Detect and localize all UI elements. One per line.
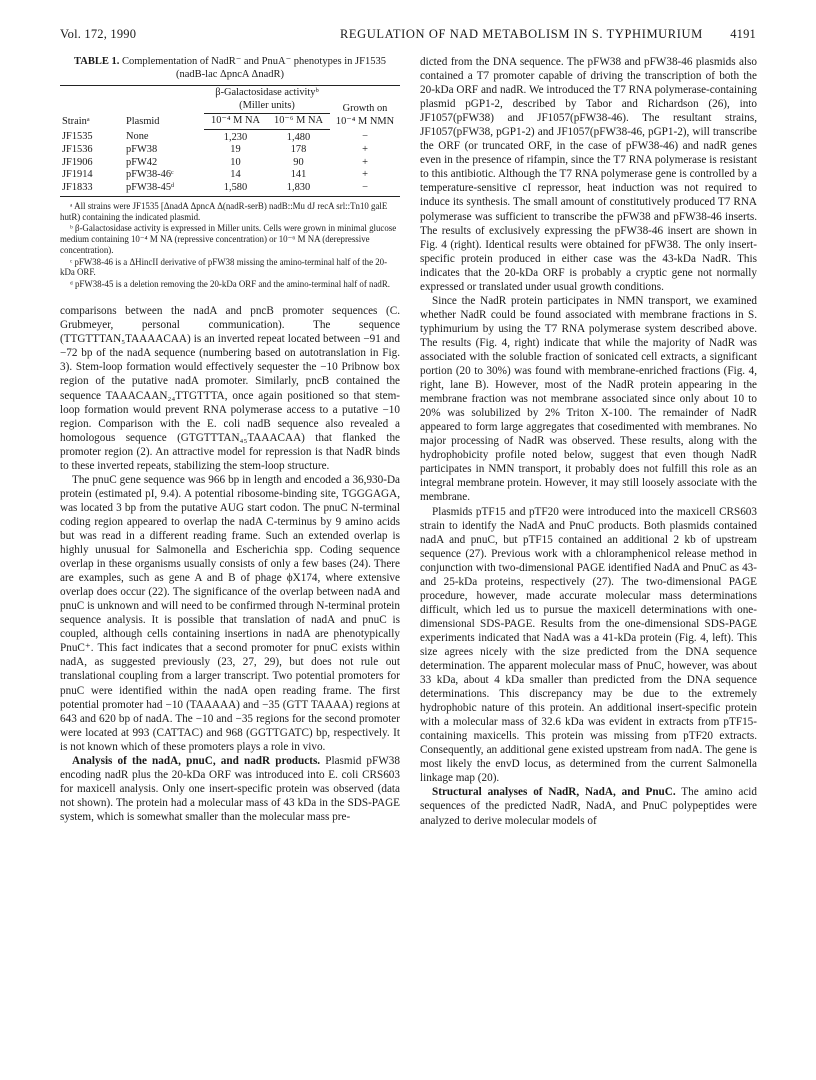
page-number: 4191 bbox=[730, 27, 756, 41]
section-run-in-heading: Structural analyses of NadR, NadA, and PnuC. bbox=[432, 786, 676, 799]
table-footnote: ᵇ β-Galactosidase activity is expressed in Miller units. Cells were grown in minimal glucose medium containing 10⁻⁴ M NA (repressive concentration) or 10⁻⁶ M NA (derepressive concentration). bbox=[60, 223, 397, 256]
cell-strain: JF1535 bbox=[62, 131, 93, 143]
body-paragraph: comparisons between the nadA and pncB promoter sequences (C. Grubmeyer, personal communication). The sequence (TTGTTTAN₅TAAAACAA) is an inverted repeat located between −91 and −72 bp of the nadA sequence (numbering based on autotranslation in Fig. 3). Stem-loop formation would effectively sequester the −10 Pribnow box region of the putative nadA promoter. Similarly, pncB contained the sequence TAAACAAN₂₄TTGTTTA, once again positioned so that stem-loop formation would prevent RNA polymerase access to a putative −10 region. Comparison with the E. coli nadB sequence also revealed a homologous sequence (GTGTTTAN₄₅TAAACAA) that flanked the promoter region (2). An attractive model for repression is that NadR binds to these inverted repeats, stabilizing the stem-loop structure. bbox=[60, 305, 400, 472]
cell-plasmid: pFW38 bbox=[126, 144, 158, 155]
cell-bgal-2: 90 bbox=[293, 156, 304, 168]
table-row bbox=[60, 182, 400, 197]
volume-label: Vol. 172, 1990 bbox=[60, 27, 137, 41]
running-title: REGULATION OF NAD METABOLISM IN S. TYPHIMURIUM bbox=[340, 27, 703, 41]
body-paragraph-run-in bbox=[420, 785, 757, 827]
left-column bbox=[60, 55, 400, 824]
cell-growth: + bbox=[362, 156, 368, 168]
body-paragraph: The pnuC gene sequence was 966 bp in length and encoded a 36,930-Da protein (estimated pI, 9.4). A potential ribosome-binding site, TGGGAGA, was located 3 bp from the putative AUG start codon. The pnuC N-terminal coding region appeared to overlap the nadA C-terminus by 9 amino acids but was read in a different reading frame. Such an extended overlap is highly unusual for Salmonella and Escherichia spp. Coding sequence overlap in these organisms usually consists of only a few bases (24). There are examples, such as gene A and B of phage ϕX174, where extensive overlap does occur (22). The significance of the overlap between nadA and pnuC is unknown and will need to be confirmed through N-terminal protein sequence analysis. It is possible that translation of nadA and pnuC is coupled, although cells containing insertions in nadA are phenotypically PnuC⁺. This fact indicates that a second promoter for pnuC exists within nadA, as suggested previously (23, 27, 29), but does not rule out translational coupling from a larger transcript. Two potential promoters for pnuC were identified within the nadA open reading frame. The first potential promoter had −10 (TAAAAA) and −35 (GTT TAAAA) regions at 643 and 620 bp of nadA. The −10 and −35 regions for the second promoter were located at 993 (CATTAC) and 968 (GGTTGATC) bp, respectively. It is not known which of these promoters plays a role in vivo. bbox=[60, 473, 400, 753]
table-caption bbox=[60, 55, 400, 81]
body-paragraph-run-in bbox=[60, 754, 400, 824]
cell-growth: + bbox=[362, 169, 368, 180]
table-footnote: ᶜ pFW38-46 is a ΔHincII derivative of pFW38 missing the amino-terminal half of the 20-kDa ORF. bbox=[60, 256, 388, 278]
cell-growth: − bbox=[362, 131, 368, 143]
cell-bgal-1: 1,580 bbox=[204, 182, 267, 197]
col-header-plasmid: Plasmid bbox=[124, 86, 204, 130]
table-footnotes bbox=[60, 201, 400, 290]
cell-bgal-2: 178 bbox=[290, 144, 307, 155]
cell-growth: + bbox=[362, 144, 368, 155]
cell-bgal-1: 14 bbox=[230, 169, 241, 180]
col-header-strain: Strainᵃ bbox=[60, 86, 124, 130]
cell-bgal-2: 1,480 bbox=[286, 131, 311, 143]
cell-bgal-1: 1,230 bbox=[223, 131, 248, 143]
table-footnote: ᵈ pFW38-45 is a deletion removing the 20-kDa ORF and the amino-terminal half of nadR. bbox=[70, 278, 390, 289]
table-row bbox=[60, 144, 400, 157]
cell-strain: JF1833 bbox=[60, 182, 124, 197]
cell-plasmid: pFW38-45ᵈ bbox=[124, 182, 204, 197]
cell-bgal-1: 19 bbox=[230, 144, 241, 155]
run-in-text: Plasmid pFW38 encoding nadR plus the 20-kDa ORF was introduced into E. coli CRS603 for maxicell analysis. Only one insert-specific protein was observed (data not shown). The protein had a molecular mass of 43 kDa in the SDS-PAGE system, which is somewhat smaller than the molecular mass pre- bbox=[60, 754, 400, 823]
left-body-text bbox=[60, 304, 400, 824]
table-row bbox=[60, 129, 400, 144]
table-row bbox=[60, 157, 400, 170]
col-header-growth: Growth on 10⁻⁴ M NMN bbox=[330, 86, 400, 130]
cell-plasmid: pFW42 bbox=[126, 156, 158, 168]
body-paragraph: Since the NadR protein participates in NMN transport, we examined whether NadR could be found associated with membrane fractions in S. typhimurium by using the T7 RNA polymerase system described above. The results (Fig. 4, right) indicate that while the majority of NadR was associated with the soluble fraction of sonicated cell extracts, a significant portion (20 to 30%) was found with membrane-enriched fractions (Fig. 4, right, lane B). However, most of the NadR protein appearing in the membrane fraction was not membrane associated since only about 10 to 20% was solubilized by 2% Triton X-100. The remainder of NadR appeared to form large aggregates that cosedimented with membranes. No major processing of NadR was observed. These results, along with the hydrophobicity profile noted below, suggest that even though NadR participates in NMN transport, it probably does not fulfill this role as an integral membrane protein. However, it may still loosely associate with the membrane. bbox=[420, 294, 757, 504]
table-caption-label: TABLE 1. bbox=[74, 56, 120, 67]
cell-plasmid: None bbox=[126, 131, 149, 143]
running-header bbox=[60, 27, 756, 43]
col-header-bgal-repressive: 10⁻⁴ M NA bbox=[204, 114, 267, 130]
complementation-table bbox=[60, 85, 400, 197]
col-header-bgal-derepressive: 10⁻⁶ M NA bbox=[267, 114, 330, 130]
cell-plasmid: pFW38-46ᶜ bbox=[126, 169, 174, 180]
cell-bgal-2: 1,830 bbox=[267, 182, 330, 197]
section-run-in-heading: Analysis of the nadA, pnuC, and nadR products. bbox=[72, 754, 321, 767]
cell-bgal-1: 10 bbox=[230, 156, 241, 168]
right-column bbox=[420, 55, 757, 828]
body-paragraph: Plasmids pTF15 and pTF20 were introduced into the maxicell CRS603 strain to identify the NadA and PnuC products. Both plasmids contained nadA and pnuC, but pTF15 contained an additional 2 kb of upstream sequence (27). Previous work with a chloramphenicol release method in conjunction with two-dimensional PAGE identified NadA and PnuC as 43- and 25-kDa proteins, respectively (27). The two-dimensional PAGE procedure, however, made accurate molecular mass determinations difficult, which led us to pursue the maxicell determinations with one-dimensional SDS-PAGE. Results from the one-dimensional SDS-PAGE experiments indicated that NadA was a 41-kDa protein (Fig. 4, left). This size agrees nicely with the size predicted from the DNA sequence determination. The apparent molecular mass of PnuC, however, was about 33 kDa, about 4 kDa smaller than predicted from the DNA sequence determinations. This discrepancy may be due to the extremely hydrophobic nature of this protein. An additional insert-specific protein with a molecular mass of 32.6 kDa was evident in extracts from pTF15-containing maxicells. This protein was missing from pTF20 extracts. Consequently, an additional gene existed upstream from nadA. The gene is most likely the envD locus, as determined from the current Salmonella linkage map (20). bbox=[420, 505, 757, 785]
cell-bgal-2: 141 bbox=[290, 169, 307, 180]
cell-strain: JF1906 bbox=[62, 156, 93, 168]
cell-growth: − bbox=[330, 182, 400, 197]
col-header-bgal: β-Galactosidase activityᵇ (Miller units) bbox=[204, 86, 330, 114]
table-caption-text: Complementation of NadR⁻ and PnuA⁻ phenotypes in JF1535 (nadB-lac ΔpncA ΔnadR) bbox=[122, 56, 386, 80]
body-paragraph: dicted from the DNA sequence. The pFW38 and pFW38-46 plasmids also contained a T7 promoter capable of driving the transcription of both the 20-kDa ORF and nadR. We introduced the T7 RNA polymerase-containing plasmid pGP1-2, described by Tabor and Richardson (26), into JF1057(pFW38) and JF1057(pFW38-46). The resultant strains, JF1057(pFW38, pGP1-2) and JF1057(pFW38-46, pGP1-2), will transcribe the ORF (or truncated ORF, in the case of pFW38-46) and nadR genes even in the presence of rifampin, since the T7 RNA polymerase is resistant to this antibiotic. Although the T7 RNA polymerase gene is controlled by a temperature-sensitive cI repressor, heat induction was not required to induce its synthesis. The small amount of constitutively produced T7 RNA polymerase was sufficient to transcribe the pFW38 and pFW38-46 inserts. The results of exclusively expressing the pFW38-46 insert are shown in Fig. 4 (right). Identical results were obtained for pFW38. The only insert-specific protein produced in either case was the 43-kDa NadR. This indicates that the 20-kDa ORF is probably a cryptic gene not normally expressed or translated under usual growth conditions. bbox=[420, 56, 757, 293]
right-body-text bbox=[420, 55, 757, 828]
table-footnote: ᵃ All strains were JF1535 [ΔnadA ΔpncA Δ(nadR-serB) nadB::Mu dJ recA srl::Tn10 galE hutR) containing the indicated plasmid. bbox=[60, 201, 388, 222]
cell-strain: JF1914 bbox=[62, 169, 93, 180]
run-in-text: The amino acid sequences of the predicted NadR, NadA, and PnuC polypeptides were analyzed to derive molecular models of bbox=[420, 786, 757, 827]
cell-strain: JF1536 bbox=[62, 144, 93, 155]
table-row bbox=[60, 169, 400, 182]
